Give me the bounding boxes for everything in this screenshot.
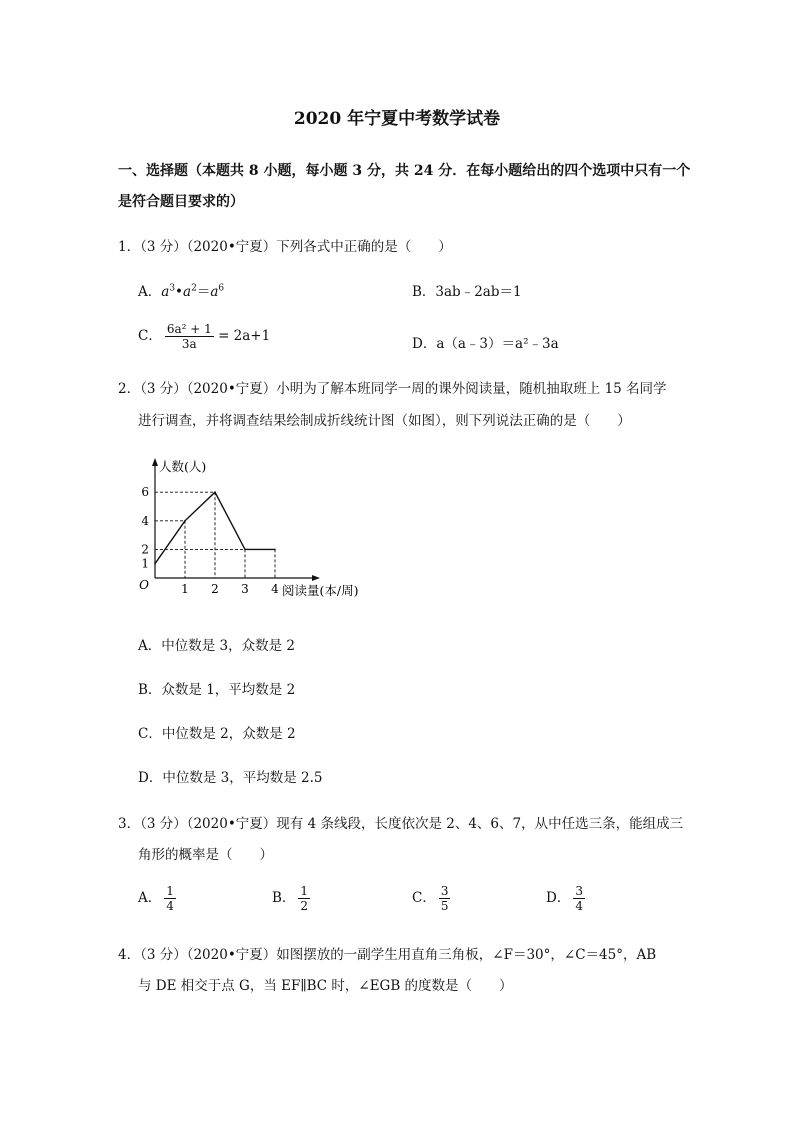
q2-option-c: C．中位数是 2，众数是 2 <box>138 726 296 742</box>
q1-option-a <box>138 280 224 300</box>
q1-a-dot: • <box>175 284 184 300</box>
q1-option-b-label: B． <box>412 284 436 300</box>
q3-stem-line1: 3．（3 分）（2020•宁夏）现有 4 条线段，长度依次是 2、4、6、7，从中任选三条，能组成三 <box>118 816 684 832</box>
q3-option-c-label: C． <box>412 890 436 906</box>
q3-option-d-fraction <box>573 884 585 913</box>
fraction-denominator: 4 <box>575 899 583 913</box>
q1-a-base1: a <box>161 284 170 300</box>
fraction-numerator: 3 <box>440 884 449 898</box>
q1-a-eq: ＝ <box>196 284 211 300</box>
origin-label: O <box>139 578 149 592</box>
data-point <box>154 563 156 565</box>
q3-option-b-label: B． <box>272 890 296 906</box>
x-tick-label: 4 <box>271 582 279 596</box>
fraction-numerator: 3 <box>575 884 583 898</box>
fraction-denominator: 5 <box>440 899 449 913</box>
data-point <box>244 549 246 551</box>
fraction-denominator: 3a <box>181 337 197 351</box>
q1-option-b <box>412 280 522 300</box>
q2-option-b: B．众数是 1，平均数是 2 <box>138 682 296 698</box>
x-tick-label: 1 <box>181 582 189 596</box>
q3-stem-line2: 角形的概率是（ ） <box>138 847 273 863</box>
data-point <box>274 549 276 551</box>
q1-option-c-rhs: = 2a+1 <box>218 328 271 344</box>
q1-a-base2: a <box>183 284 192 300</box>
q2-option-a: A．中位数是 3，众数是 2 <box>138 638 296 654</box>
data-point <box>214 491 216 493</box>
q1-option-d-label: D． <box>412 336 437 352</box>
fraction-denominator: 2 <box>300 899 309 913</box>
q1-option-d <box>412 332 559 352</box>
q3-option-b-fraction <box>298 884 310 913</box>
q1-option-c-fraction <box>165 322 214 351</box>
x-axis-title: 阅读量(本/周) <box>282 583 359 598</box>
q3-option-b <box>272 884 310 913</box>
q2-option-d: D．中位数是 3，平均数是 2.5 <box>138 770 323 786</box>
section-heading-line1: 一、选择题（本题共 8 小题，每小题 3 分，共 24 分．在每小题给出的四个选项中只有一个 <box>118 163 691 179</box>
page-title: 2020 年宁夏中考数学试卷 <box>293 109 501 129</box>
q3-option-a <box>138 884 176 913</box>
x-axis-arrow <box>312 575 320 581</box>
q1-option-d-text: a（a﹣3）＝a²﹣3a <box>436 336 559 352</box>
q1-a-exp2: 2 <box>191 283 197 294</box>
y-tick-label: 1 <box>141 556 149 571</box>
q3-option-c <box>412 884 450 913</box>
q3-option-a-fraction <box>164 884 176 913</box>
q1-a-exp3: 6 <box>218 283 225 294</box>
q1-option-c-label: C． <box>138 328 162 344</box>
q1-option-a-label: A． <box>138 284 162 300</box>
q1-option-b-text: 3ab﹣2ab＝1 <box>435 284 522 300</box>
y-axis-title: 人数(人) <box>159 459 207 474</box>
q2-stem-line1: 2．（3 分）（2020•宁夏）小明为了解本班同学一周的课外阅读量，随机抽取班上 15 名同学 <box>118 381 667 397</box>
fraction-numerator: 1 <box>166 884 174 898</box>
x-tick-label: 3 <box>241 582 249 596</box>
fraction-denominator: 4 <box>166 899 174 913</box>
section-heading-line2: 是符合题目要求的） <box>118 194 244 210</box>
q4-stem-line1: 4．（3 分）（2020•宁夏）如图摆放的一副学生用直角三角板，∠F＝30°，∠C＝45°，AB <box>118 947 657 963</box>
y-axis-arrow <box>152 458 158 466</box>
q4-stem-line2: 与 DE 相交于点 G，当 EF∥BC 时，∠EGB 的度数是（ ） <box>138 978 513 994</box>
q3-option-d-label: D． <box>546 890 571 906</box>
y-tick-label: 4 <box>141 513 149 528</box>
reading-line-chart <box>130 452 390 604</box>
q3-option-c-fraction <box>439 884 451 913</box>
data-point <box>184 520 186 522</box>
fraction-numerator: 1 <box>300 884 309 898</box>
q3-option-d <box>546 884 585 913</box>
q3-option-a-label: A． <box>138 890 162 906</box>
y-tick-label: 6 <box>141 485 149 500</box>
q1-option-c <box>138 322 270 351</box>
q2-stem-line2: 进行调查，并将调查结果绘制成折线统计图（如图），则下列说法正确的是（ ） <box>138 413 631 429</box>
q1-a-base3: a <box>210 284 219 300</box>
q1-a-exp1: 3 <box>169 283 176 294</box>
fraction-numerator: 6a² + 1 <box>166 322 212 336</box>
x-tick-label: 2 <box>211 582 219 596</box>
q1-stem: 1．（3 分）（2020•宁夏）下列各式中正确的是（ ） <box>118 239 452 255</box>
y-tick-label: 2 <box>141 542 149 557</box>
